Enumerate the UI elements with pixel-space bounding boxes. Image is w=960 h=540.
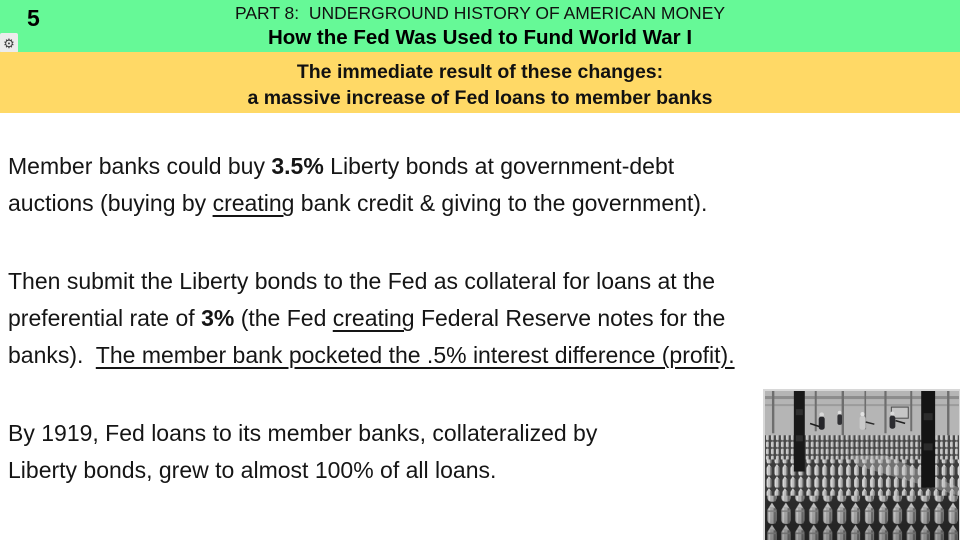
text-run: bank credit & giving to the government).	[294, 190, 708, 216]
text-line	[8, 452, 597, 489]
text-run: Liberty bonds at government-debt	[323, 153, 675, 179]
text-run: Federal Reserve notes for the	[414, 305, 726, 331]
settings-gear-button[interactable]	[0, 33, 18, 53]
paragraph-collateral-loans	[8, 263, 735, 374]
munitions-factory-photo	[763, 389, 960, 540]
text-line	[8, 415, 597, 452]
text-run-underline: creating	[212, 190, 295, 216]
text-run-bold: 3.5%	[271, 153, 324, 179]
paragraph-1919-loans	[8, 415, 597, 489]
text-run: banks).	[8, 342, 96, 368]
slide-number: 5	[27, 5, 40, 31]
factory-shells-photo-art	[765, 391, 959, 540]
banner-line-1: The immediate result of these changes:	[296, 61, 664, 83]
gear-icon: ⚙	[3, 35, 15, 51]
text-run-underline: creating	[332, 305, 415, 331]
text-run: (the Fed	[234, 305, 333, 331]
banner-line-2: a massive increase of Fed loans to member banks	[247, 87, 713, 109]
text-run: Member banks could buy	[8, 153, 272, 179]
text-run-bold: 3%	[201, 305, 235, 331]
header-kicker: PART 8: UNDERGROUND HISTORY OF AMERICAN MONEY	[234, 3, 726, 23]
slide-title: How the Fed Was Used to Fund World War I	[267, 26, 693, 49]
paragraph-liberty-bonds	[8, 148, 707, 222]
text-run: Liberty bonds, grew to almost 100% of all loans.	[8, 457, 497, 483]
text-line	[8, 300, 735, 337]
text-line	[8, 148, 707, 185]
text-line	[8, 185, 707, 222]
slide-header	[0, 0, 960, 52]
text-run: preferential rate of	[8, 305, 202, 331]
text-line	[8, 337, 735, 374]
result-banner	[0, 52, 960, 113]
text-run-underline: The member bank pocketed the .5% interest difference (profit).	[95, 342, 735, 368]
text-run: By 1919, Fed loans to its member banks, collateralized by	[8, 420, 598, 446]
text-line	[8, 263, 735, 300]
text-run: auctions (buying by	[8, 190, 213, 216]
text-run: Then submit the Liberty bonds to the Fed as collateral for loans at the	[8, 268, 716, 294]
